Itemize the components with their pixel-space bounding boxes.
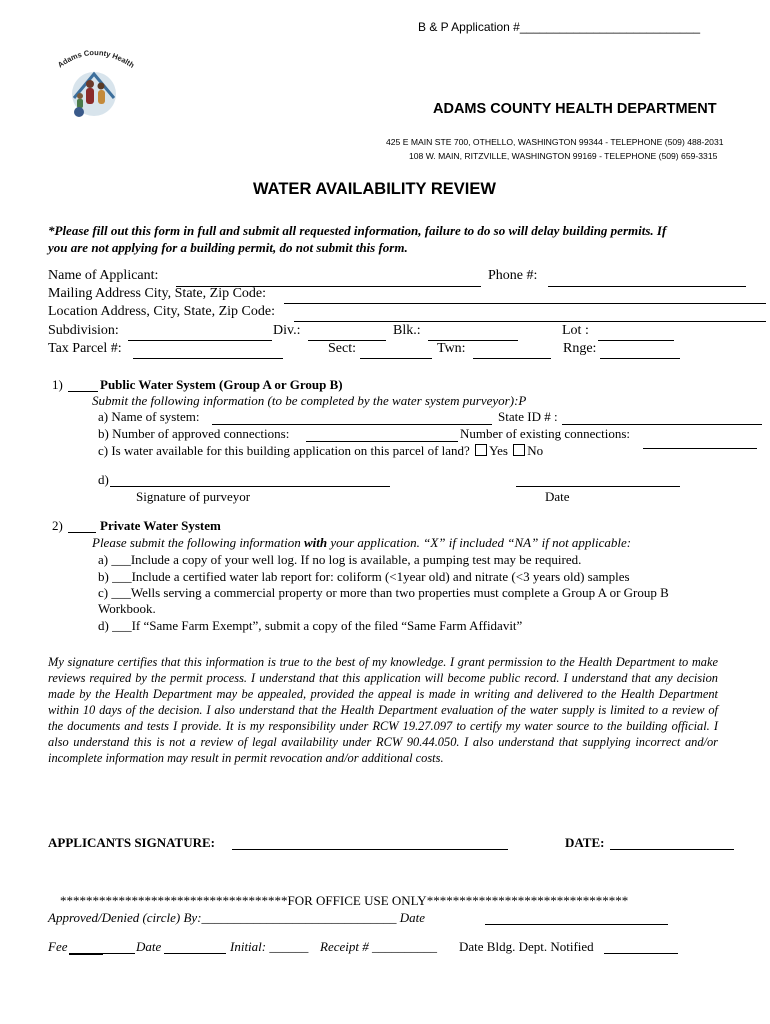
section2-item-c-cont: Workbook. (98, 601, 156, 616)
tax-parcel-field[interactable] (133, 358, 283, 359)
applicant-signature-field[interactable] (232, 849, 508, 850)
section1-check-field[interactable] (68, 391, 98, 392)
fee-field-ext[interactable] (103, 953, 135, 954)
purveyor-date-field[interactable] (516, 486, 680, 487)
purveyor-signature-field[interactable] (110, 486, 390, 487)
state-id-label: State ID # : (498, 409, 558, 424)
no-checkbox[interactable] (513, 444, 525, 456)
existing-connections-label: Number of existing connections: (460, 426, 631, 441)
applicant-signature-label: APPLICANTS SIGNATURE: (48, 835, 215, 850)
existing-connections-field[interactable] (643, 448, 757, 449)
bldg-dept-notified-label: Date Bldg. Dept. Notified (459, 939, 594, 954)
div-label: Div.: (273, 323, 301, 338)
application-number-label: B & P Application #___________________________ (418, 20, 701, 34)
system-name-field[interactable] (212, 424, 492, 425)
approved-connections-field[interactable] (306, 441, 458, 442)
logo-graphic (52, 44, 136, 120)
location-address-label: Location Address, City, State, Zip Code: (48, 304, 275, 319)
signature-date-label: DATE: (565, 835, 605, 850)
yes-label: Yes (489, 443, 508, 458)
fee-label: Fee (48, 939, 68, 954)
department-logo (52, 44, 136, 120)
section2-number: 2) (52, 518, 63, 533)
section2-item-d: d) ___If “Same Farm Exempt”, submit a copy of the filed “Same Farm Affidavit” (98, 618, 523, 633)
purveyor-date-label: Date (545, 489, 570, 504)
section1-heading: Public Water System (Group A or Group B) (100, 377, 343, 392)
sect-field[interactable] (360, 358, 432, 359)
lot-label: Lot : (562, 323, 589, 338)
approved-date-field[interactable] (485, 924, 668, 925)
form-title: WATER AVAILABILITY REVIEW (253, 180, 496, 198)
phone-field[interactable] (548, 286, 746, 287)
no-label: No (527, 443, 544, 458)
section1-d-label: d) (98, 472, 109, 487)
approved-denied-label: Approved/Denied (circle) By:______________________________ Date (48, 910, 426, 925)
section1-c-label (98, 443, 543, 459)
lot-field[interactable] (598, 340, 674, 341)
subdivision-label: Subdivision: (48, 323, 119, 338)
initial-label: Initial: ______ (230, 939, 309, 954)
section2-subheading (92, 535, 631, 551)
svg-text:Adams County Health Department (52, 44, 136, 70)
rnge-field[interactable] (600, 358, 680, 359)
mailing-address-field[interactable] (284, 303, 766, 304)
tax-parcel-label: Tax Parcel #: (48, 341, 122, 356)
section2-sub-with: with (303, 535, 328, 550)
logo-text: Adams County Health (55, 47, 136, 70)
purveyor-signature-label: Signature of purveyor (136, 489, 251, 504)
section2-sub-post: your application. “X” if included “NA” if not applicable: (327, 535, 632, 550)
address-ritzville: 108 W. MAIN, RITZVILLE, WASHINGTON 99169 - TELEPHONE (509) 659-3315 (409, 151, 718, 161)
twn-label: Twn: (437, 341, 466, 356)
rnge-label: Rnge: (563, 341, 597, 356)
water-available-question: c) Is water available for this building application on this parcel of land? (98, 443, 470, 458)
mailing-address-label: Mailing Address City, State, Zip Code: (48, 286, 267, 301)
section2-item-a: a) ___Include a copy of your well log. If no log is available, a pumping test may be required. (98, 552, 582, 567)
phone-label: Phone #: (488, 268, 538, 283)
receipt-label: Receipt # __________ (320, 939, 437, 954)
department-name: ADAMS COUNTY HEALTH DEPARTMENT (433, 101, 717, 117)
name-of-applicant-label: Name of Applicant: (48, 268, 159, 283)
section2-sub-pre: Please submit the following information (92, 535, 304, 550)
signature-date-field[interactable] (610, 849, 734, 850)
certification-paragraph: My signature certifies that this information is true to the best of my knowledge. I grant permission to the Health Department to make reviews required by the permit process. I understand that this application will become public record. I understand that any decision made by the Health Department may be appealed, provided the appeal is made in writing and delivered to the Health Department within 10 days of the decision. I also understand that the Health Department evaluation of the water supply is limited to a review of the documents and tests I provide. It is my responsibility under RCW 19.27.097 to certify my water source to the building official. I also understand this is not a review of legal availability under RCW 90.44.050. I also understand that supplying incorrect and/or incomplete information may result in permit revocation and/or additional costs. (48, 655, 718, 765)
sect-label: Sect: (328, 341, 356, 356)
section2-heading: Private Water System (100, 518, 221, 533)
instructions-line-1: *Please fill out this form in full and submit all requested information, failure to do so will delay building permits. If (48, 223, 667, 238)
section2-check-field[interactable] (68, 532, 96, 533)
instructions-line-2: you are not applying for a building permit, do not submit this form. (48, 240, 408, 255)
section1-number: 1) (52, 377, 63, 392)
office-date-label: Date (136, 939, 162, 954)
location-address-field[interactable] (294, 321, 766, 322)
twn-field[interactable] (473, 358, 551, 359)
blk-label: Blk.: (393, 323, 421, 338)
section1-b-label: b) Number of approved connections: (98, 426, 290, 441)
section2-item-b: b) ___Include a certified water lab report for: coliform (<1year old) and nitrate (<3 years old) samples (98, 569, 630, 584)
bldg-dept-notified-field[interactable] (604, 953, 678, 954)
office-date-field[interactable] (164, 953, 226, 954)
section2-item-c: c) ___Wells serving a commercial property or more than two properties must complete a Group A or Group B (98, 585, 669, 600)
yes-checkbox[interactable] (475, 444, 487, 456)
section1-a-label: a) Name of system: (98, 409, 200, 424)
office-use-banner: ***********************************FOR OFFICE USE ONLY******************************* (60, 893, 629, 908)
section1-subheading: Submit the following information (to be completed by the water system purveyor):P (92, 393, 527, 408)
address-othello: 425 E MAIN STE 700, OTHELLO, WASHINGTON 99344 - TELEPHONE (509) 488-2031 (386, 137, 724, 147)
state-id-field[interactable] (562, 424, 762, 425)
fee-field[interactable] (69, 953, 103, 955)
subdivision-field[interactable] (128, 340, 272, 341)
